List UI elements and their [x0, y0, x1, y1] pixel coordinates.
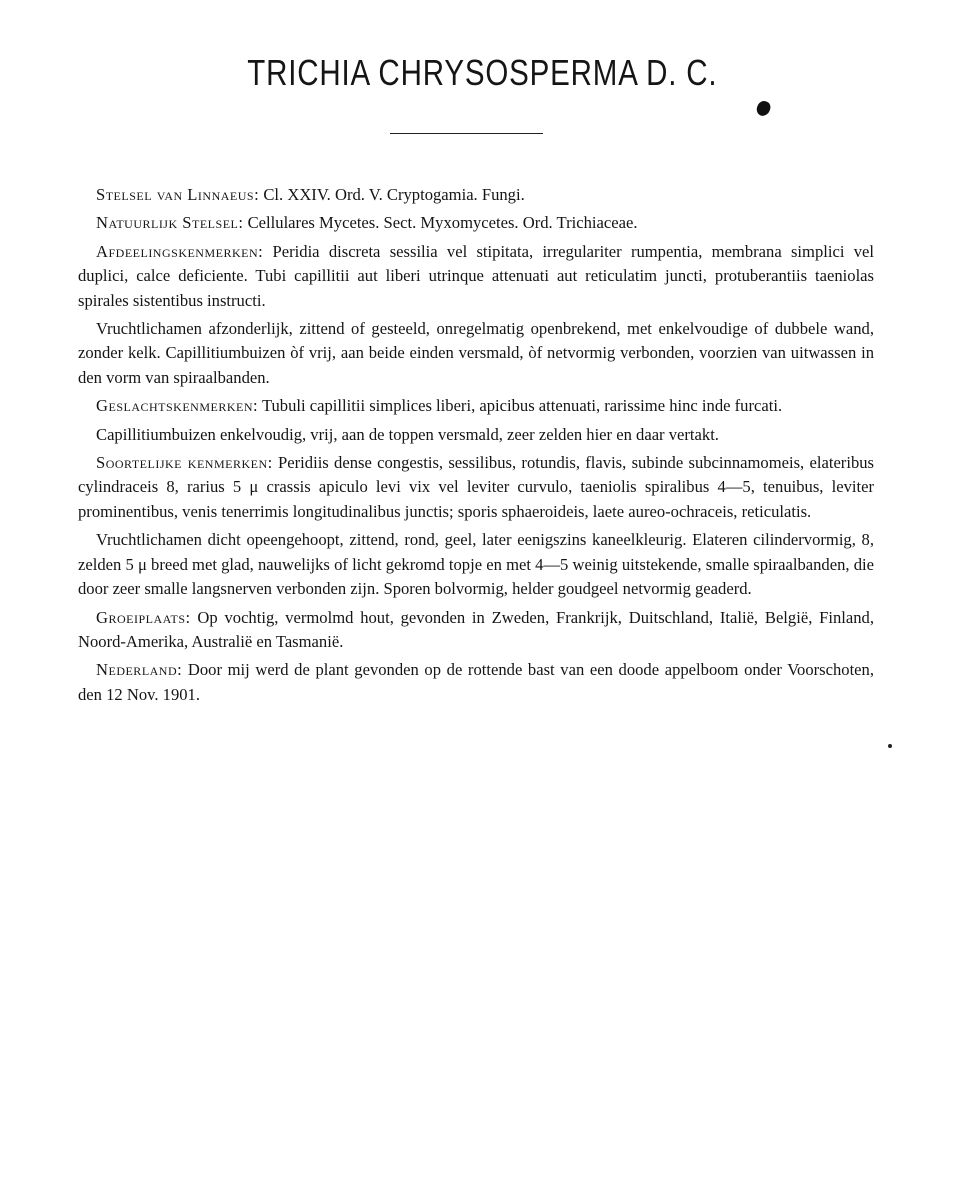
netherlands-label: Nederland:	[96, 660, 183, 680]
linnaeus-label: Stelsel van Linnaeus:	[96, 185, 260, 204]
species-dutch-paragraph: Vruchtlichamen dicht opeengehoopt, zittend, rond, geel, later eenigszins kaneelkleurig. Elateren cilindervormig, 8, zelden 5 μ breed met glad, nauwelijks of licht gekromd topje en met 4—5 weinig uitstekende, smalle spiraalbanden, die door zeer smalle langsnerven verbonden zijn. Sporen bolvormig, helder goudgeel netvormig geaderd.	[78, 530, 874, 599]
genus-text: Tubuli capillitii simplices liberi, apicibus attenuati, rarissime hinc inde furcati.	[258, 396, 783, 416]
division-label: Afdeelingskenmerken:	[96, 241, 264, 261]
habitat-text: Op vochtig, vermolmd hout, gevonden in Zweden, Frankrijk, Duitschland, Italië, België, Finland, Noord-Amerika, Australië en Tasmanië.	[78, 607, 874, 651]
genus-paragraph	[78, 394, 874, 418]
genus-dutch-paragraph: Capillitiumbuizen enkelvoudig, vrij, aan de toppen versmald, zeer zelden hier en daar vertakt.	[96, 424, 719, 444]
title-rule	[390, 133, 543, 134]
linnaeus-text: Cl. XXIV. Ord. V. Cryptogamia. Fungi.	[259, 185, 525, 204]
species-label: Soortelijke kenmerken:	[96, 453, 273, 473]
natural-system-paragraph	[78, 211, 874, 235]
ink-dot	[888, 744, 892, 748]
genus-label: Geslachtskenmerken:	[96, 396, 259, 416]
page-title: TRICHIA CHRYSOSPERMA D. C.	[247, 52, 718, 93]
species-paragraph	[78, 451, 874, 524]
linnaeus-paragraph	[78, 183, 874, 207]
natural-system-text: Cellulares Mycetes. Sect. Myxomycetes. Ord. Trichiaceae.	[243, 213, 638, 233]
division-text: Peridia discreta sessilia vel stipitata, irregulariter rumpentia, membrana simplici vel duplici, calce deficiente. Tubi capillitii aut liberi utrinque attenuati aut reticulatim juncti, protuberantiis taeniolas spirales sistentibus instructi.	[78, 241, 874, 310]
netherlands-paragraph	[78, 658, 874, 707]
habitat-paragraph	[78, 606, 874, 655]
ink-spot	[755, 99, 772, 118]
division-paragraph	[78, 240, 874, 313]
netherlands-text: Door mij werd de plant gevonden op de rottende bast van een doode appelboom onder Voorschoten, den 12 Nov. 1901.	[78, 660, 874, 704]
description-body	[78, 183, 874, 711]
natural-system-label: Natuurlijk Stelsel:	[96, 213, 244, 233]
division-dutch-paragraph: Vruchtlichamen afzonderlijk, zittend of gesteeld, onregelmatig openbrekend, met enkelvoudige of dubbele wand, zonder kelk. Capillitiumbuizen òf vrij, aan beide einden versmald, òf netvormig verbonden, voorzien van uitwassen in den vorm van spiraalbanden.	[78, 319, 874, 387]
species-text: Peridiis dense congestis, sessilibus, rotundis, flavis, subinde subcinnamomeis, elateribus cylindraceis 8, rarius 5 μ crassis apiculo levi vix vel leviter curvulo, taeniolis spiralibus 4—5, tenuibus, leviter prominentibus, venis tenerrimis longitudinalibus junctis; sporis sphaeroideis, laete aureo-ochraceis, reticulatis.	[78, 453, 874, 521]
habitat-label: Groeiplaats:	[96, 607, 191, 627]
